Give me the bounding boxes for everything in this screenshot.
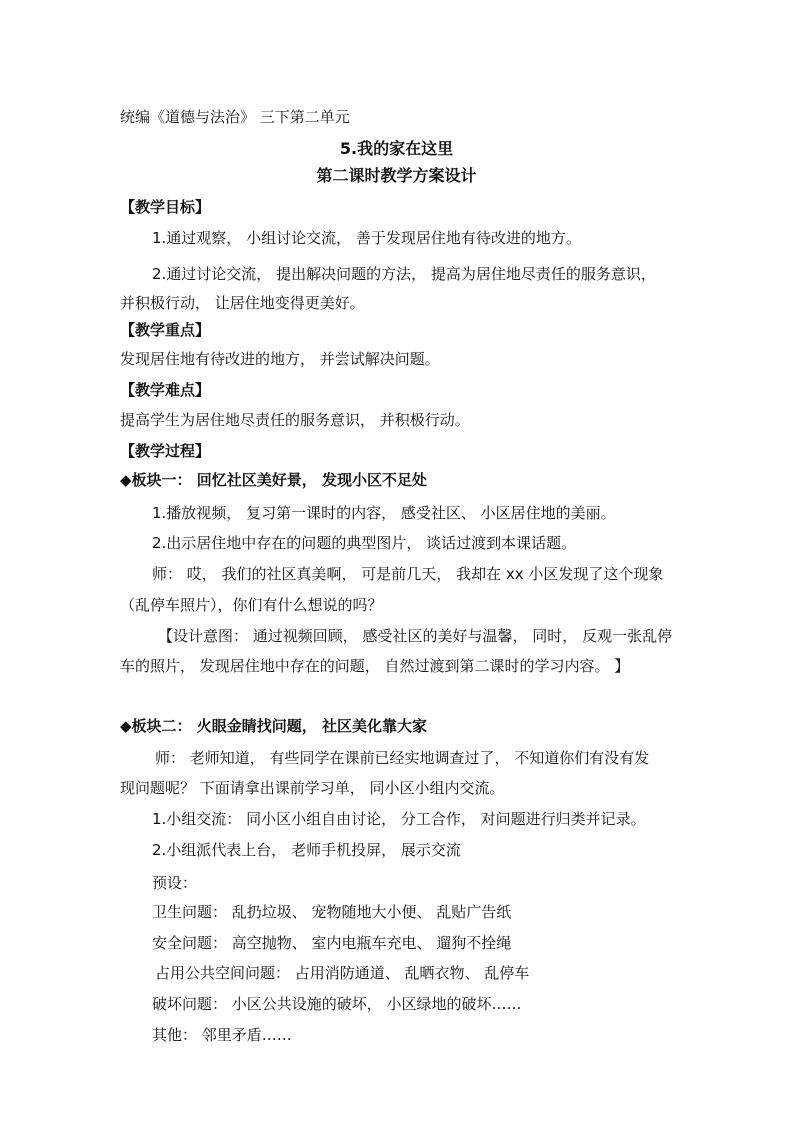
preset-public-space: 占用公共空间问题： 占用消防通道、 乱晒衣物、 乱停车 — [155, 964, 530, 982]
block-1-design-line-1: 【设计意图： 通过视频回顾， 感受社区的美好与温馨， 同时， 反观一张乱停 — [158, 627, 673, 645]
preset-hygiene: 卫生问题： 乱扔垃圾、 宠物随地大小便、 乱贴广告纸 — [152, 903, 512, 921]
objective-item-2-line-1: 2.通过讨论交流， 提出解决问题的方法， 提高为居住地尽责任的服务意识， — [152, 265, 656, 283]
preset-damage: 破坏问题： 小区公共设施的破坏， 小区绿地的破坏…… — [152, 995, 522, 1013]
key-points-heading: 【教学重点】 — [120, 321, 211, 339]
block-1-heading: ◆板块一： 回忆社区美好景， 发现小区不足处 — [120, 471, 427, 489]
key-points-text: 发现居住地有待改进的地方， 并尝试解决问题。 — [120, 350, 440, 368]
block-1-design-line-2: 车的照片， 发现居住地中存在的问题， 自然过渡到第二课时的学习内容。 】 — [120, 657, 630, 675]
objectives-heading: 【教学目标】 — [120, 198, 211, 216]
difficulties-heading: 【教学难点】 — [120, 381, 211, 399]
preset-label: 预设： — [152, 874, 198, 892]
block-2-item-2: 2.小组派代表上台， 老师手机投屏， 展示交流 — [152, 841, 461, 859]
lesson-title: 5.我的家在这里 — [339, 139, 454, 158]
block-1-teacher-line-2: （乱停车照片），你们有什么想说的吗？ — [120, 596, 383, 614]
block-2-teacher-line-2: 现问题呢？ 下面请拿出课前学习单， 同小区小组内交流。 — [120, 779, 505, 797]
block-1-item-2: 2.出示居住地中存在的问题的典型图片， 谈话过渡到本课话题。 — [152, 534, 577, 552]
lesson-subtitle: 第二课时教学方案设计 — [316, 166, 477, 185]
objective-item-1: 1.通过观察， 小组讨论交流， 善于发现居住地有待改进的地方。 — [152, 229, 581, 247]
block-1-item-1: 1.播放视频， 复习第一课时的内容， 感受社区、 小区居住地的美丽。 — [152, 504, 616, 522]
block-2-teacher-line-1: 师： 老师知道， 有些同学在课前已经实地调查过了， 不知道你们有没有发 — [155, 749, 650, 767]
objective-item-2-line-2: 并积极行动， 让居住地变得更美好。 — [120, 294, 365, 312]
preset-other: 其他： 邻里矛盾…… — [152, 1026, 292, 1044]
preset-safety: 安全问题： 高空抛物、 室内电瓶车充电、 遛狗不拴绳 — [152, 934, 512, 952]
block-1-teacher-line-1: 师： 哎， 我们的社区真美啊， 可是前几天， 我却在 xx 小区发现了这个现象 — [152, 565, 664, 583]
block-2-item-1: 1.小组交流： 同小区小组自由讨论， 分工合作， 对问题进行归类并记录。 — [152, 810, 646, 828]
document-header: 统编《道德与法治》 三下第二单元 — [120, 108, 350, 126]
block-2-heading: ◆板块二： 火眼金睛找问题， 社区美化靠大家 — [120, 717, 427, 735]
difficulties-text: 提高学生为居住地尽责任的服务意识， 并积极行动。 — [120, 411, 470, 429]
process-heading: 【教学过程】 — [120, 442, 211, 460]
